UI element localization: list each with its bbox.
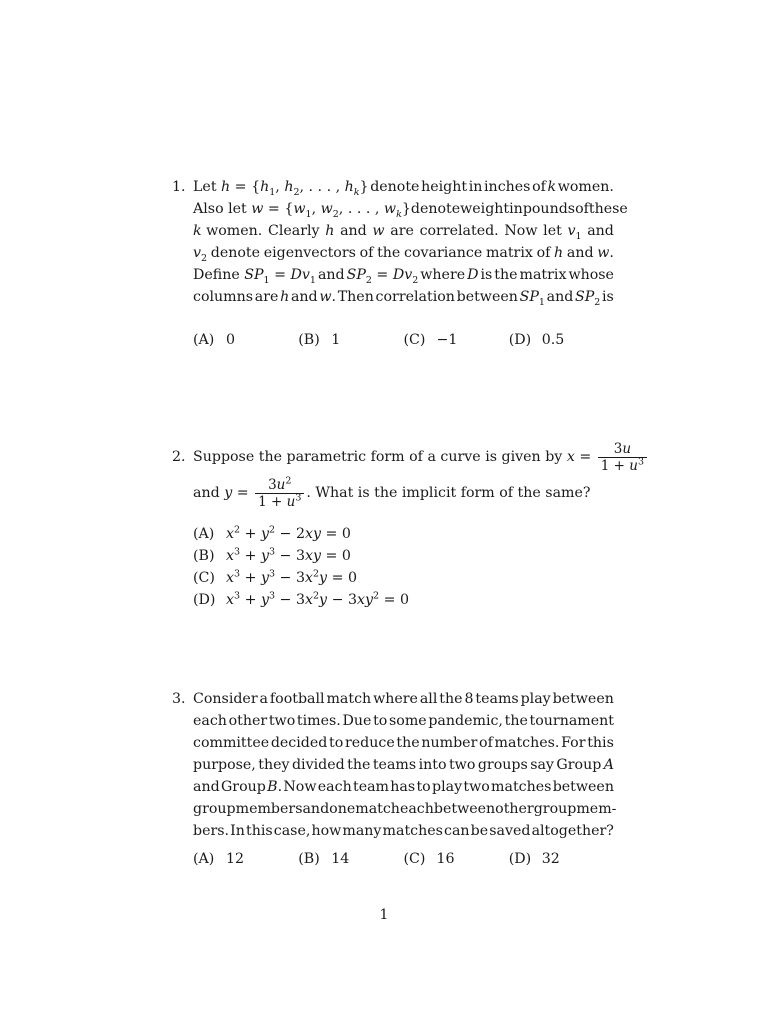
option-d[interactable]: (D) 0.5 — [508, 332, 565, 348]
question-text: Let $h = \{h_1$, $h_2$, . . . , $h_k$} denote height in inches of k women. Also let $w = \{w_1$, $w_2$, . . . , $w_k$} denote weight in pounds of these k women. Clearly h and w are correlated. Now let $v_1$ and $v_2$ denote eigenvectors of the covariance matrix of h and w. Define $SP_1 = Dv_1$ and $SP_2 = Dv_2$ where D is the matrix whose columns are h and w. Then correlation between $SP_1$ and $SP_2$ is — [193, 179, 628, 308]
option-a[interactable]: (A) $x^2 + y^2 - 2xy = 0$ — [193, 524, 351, 542]
option-d[interactable]: (D) $x^3 + y^3 - 3x^2y - 3xy^2 = 0$ — [193, 590, 410, 608]
question-number: 2. — [172, 449, 186, 465]
page-number: 1 — [379, 907, 389, 923]
option-b[interactable]: (B) 14 — [298, 851, 350, 867]
question-2 — [172, 439, 644, 611]
option-a[interactable]: (A) 0 — [193, 332, 236, 348]
question-number: 1. — [172, 179, 186, 195]
question-3 — [172, 688, 617, 870]
question-number: 3. — [172, 691, 186, 707]
option-b[interactable]: (B) 1 — [298, 332, 341, 348]
option-b[interactable]: (B) $x^3 + y^3 - 3xy = 0$ — [193, 546, 351, 564]
options — [193, 329, 614, 351]
option-c[interactable]: (C) $x^3 + y^3 - 3x^2y = 0$ — [193, 568, 357, 586]
option-d[interactable]: (D) 32 — [508, 851, 560, 867]
option-c[interactable]: (C) −1 — [403, 332, 458, 348]
question-text: Consider a football match where all the 8 teams play between each other two times. Due to some pandemic, the tournament committee decided to reduce the number of matches. For this purpose, they divided the teams into two groups say Group A and Group B. Now each team has to play two matches between group members and one match each between other group mem- bers. In this case, how many matches can be saved altogether? — [193, 691, 617, 839]
option-a[interactable]: (A) 12 — [193, 851, 245, 867]
question-text: Suppose the parametric form of a curve is given by x = $\frac{3u}{1 + u^3}$ and y = $\frac{3u^2}{1 + u^3}$ . What is the implicit form of the same? — [193, 439, 614, 511]
question-1 — [172, 176, 628, 351]
options — [193, 523, 614, 611]
options — [193, 848, 614, 870]
option-c[interactable]: (C) 16 — [403, 851, 455, 867]
